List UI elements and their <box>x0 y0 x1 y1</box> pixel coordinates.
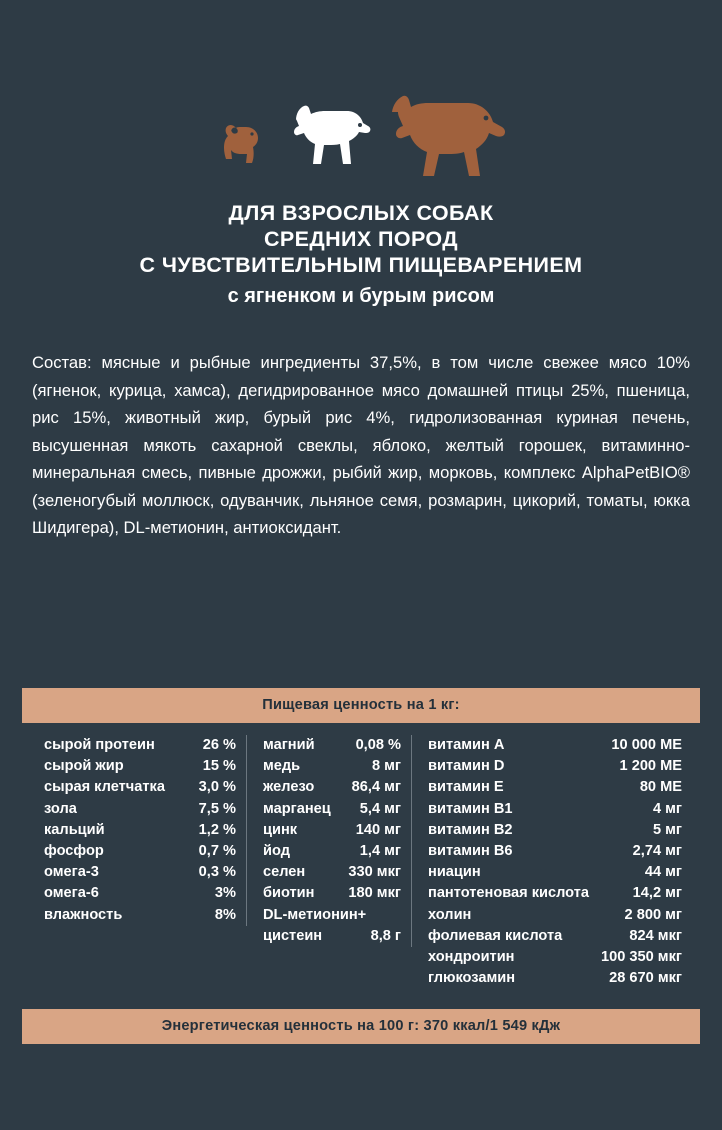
nutrient-value: 5 мг <box>652 821 682 838</box>
composition-text: Состав: мясные и рыбные ингредиенты 37,5%, в том числе свежее мясо 10% (ягненок, курица, хамса), дегидрированное мясо домашней птицы 25%, пшеница, рис 15%, животный жир, бурый рис 4%, гидролизованная куриная печень, высушенная мякоть сахарной свеклы, яблоко, желтый горошек, витаминно-минеральная смесь, пивные дрожжи, рыбий жир, морковь, комплекс AlphaPetBIO® (зеленогубый моллюск, одуванчик, льняное семя, розмарин, цикорий, томаты, юкка Шидигера), DL-метионин, антиоксидант. <box>32 353 690 537</box>
nutrient-value: 180 мкг <box>348 885 401 902</box>
nutrient-value: 824 мкг <box>629 927 682 944</box>
nutrient-value: 330 мкг <box>348 864 401 881</box>
nutrient-value: 28 670 мкг <box>609 970 682 987</box>
nutrient-value: 26 % <box>202 737 236 753</box>
table-row <box>263 862 401 883</box>
nutrient-name: витамин Е <box>428 779 504 796</box>
nutrient-value: 0,08 % <box>355 737 401 753</box>
nutrient-name: сырой жир <box>44 758 124 775</box>
nutrient-value: 1 200 МЕ <box>619 758 682 775</box>
nutrition-title: Пищевая ценность на 1 кг: <box>22 688 700 723</box>
nutrition-block <box>22 688 700 1044</box>
nutrient-name: витамин В2 <box>428 821 513 838</box>
nutrient-value: 80 МЕ <box>639 779 682 796</box>
table-row <box>263 735 401 756</box>
nutrient-name: железо <box>263 779 315 796</box>
nutrient-value: 3,0 % <box>198 779 236 796</box>
nutrient-value <box>393 905 401 926</box>
table-row <box>44 883 236 904</box>
nutrient-value: 2 800 мг <box>624 906 682 923</box>
nutrition-column-2 <box>247 735 412 947</box>
nutrient-value: 0,7 % <box>198 843 236 860</box>
table-row <box>428 820 682 841</box>
nutrient-name: пантотеновая кислота <box>428 885 589 902</box>
nutrient-value: 1,2 % <box>198 821 236 838</box>
headline-line-2: СРЕДНИХ ПОРОД <box>263 227 458 251</box>
nutrient-value: 86,4 мг <box>351 779 401 796</box>
headline-line-4: с ягненком и бурым рисом <box>227 285 495 307</box>
table-row <box>44 905 236 926</box>
table-row <box>263 799 401 820</box>
nutrient-name: сырой протеин <box>44 737 155 753</box>
table-row <box>44 820 236 841</box>
nutrient-value: 4 мг <box>652 800 682 817</box>
table-row <box>263 905 401 926</box>
dog-silhouettes <box>0 56 722 176</box>
nutrient-name: DL-метионин+ <box>263 906 367 923</box>
nutrient-name: фолиевая кислота <box>428 927 563 944</box>
nutrient-value: 8% <box>214 906 236 923</box>
table-row <box>263 756 401 777</box>
table-row <box>428 735 682 756</box>
nutrient-value: 1,4 мг <box>359 843 401 860</box>
nutrient-name: хондроитин <box>428 949 515 966</box>
table-row <box>44 862 236 883</box>
table-row <box>44 735 236 756</box>
headline-line-3: С ЧУВСТВИТЕЛЬНЫМ ПИЩЕВАРЕНИЕМ <box>139 253 583 277</box>
nutrient-value: 140 мг <box>355 821 401 838</box>
nutrient-name: цинк <box>263 821 298 838</box>
table-row <box>263 926 401 947</box>
large-dog-icon <box>386 76 506 176</box>
nutrient-name: магний <box>263 737 315 753</box>
nutrient-name: омега-6 <box>44 885 99 902</box>
nutrient-name: витамин D <box>428 758 505 775</box>
nutrient-name: цистеин <box>263 927 323 944</box>
nutrient-name: влажность <box>44 906 123 923</box>
nutrient-name: марганец <box>263 800 331 817</box>
product-headline <box>0 200 722 309</box>
table-row <box>44 841 236 862</box>
nutrient-value: 10 000 МЕ <box>611 737 682 753</box>
nutrient-name: сырая клетчатка <box>44 779 165 796</box>
table-row <box>44 777 236 798</box>
nutrient-name: витамин А <box>428 737 505 753</box>
nutrient-name: медь <box>263 758 301 775</box>
nutrient-value: 7,5 % <box>198 800 236 817</box>
nutrient-name: витамин В1 <box>428 800 513 817</box>
table-row <box>263 883 401 904</box>
nutrient-value: 14,2 мг <box>632 885 682 902</box>
nutrition-column-1 <box>22 735 247 926</box>
nutrient-name: омега-3 <box>44 864 99 881</box>
nutrient-name: зола <box>44 800 77 817</box>
nutrient-value: 0,3 % <box>198 864 236 881</box>
small-dog-icon <box>216 114 278 176</box>
nutrient-value: 5,4 мг <box>359 800 401 817</box>
nutrition-column-3 <box>412 735 700 989</box>
nutrient-value: 3% <box>214 885 236 902</box>
table-row <box>263 841 401 862</box>
table-row <box>428 841 682 862</box>
medium-dog-icon <box>286 94 378 176</box>
table-row <box>428 883 682 904</box>
nutrient-name: биотин <box>263 885 315 902</box>
headline-line-1: ДЛЯ ВЗРОСЛЫХ СОБАК <box>228 201 494 225</box>
table-row <box>428 777 682 798</box>
energy-value-band: Энергетическая ценность на 100 г: 370 ккал/1 549 кДж <box>22 1009 700 1044</box>
nutrient-value: 2,74 мг <box>632 843 682 860</box>
package-label <box>0 56 722 1130</box>
nutrient-name: селен <box>263 864 306 881</box>
table-row <box>428 926 682 947</box>
nutrient-name: йод <box>263 843 290 860</box>
nutrient-name: фосфор <box>44 843 104 860</box>
nutrient-value: 44 мг <box>644 864 682 881</box>
nutrient-name: ниацин <box>428 864 481 881</box>
table-row <box>428 968 682 989</box>
nutrient-name: глюкозамин <box>428 970 516 987</box>
table-row <box>44 756 236 777</box>
table-row <box>428 905 682 926</box>
table-row <box>263 820 401 841</box>
table-row <box>428 756 682 777</box>
table-row <box>428 947 682 968</box>
nutrient-value: 15 % <box>202 758 236 775</box>
nutrient-name: кальций <box>44 821 105 838</box>
nutrient-value: 8 мг <box>371 758 401 775</box>
table-row <box>428 862 682 883</box>
nutrition-columns <box>22 723 700 999</box>
nutrient-name: холин <box>428 906 472 923</box>
table-row <box>263 777 401 798</box>
nutrient-name: витамин В6 <box>428 843 513 860</box>
table-row <box>44 799 236 820</box>
nutrient-value: 100 350 мкг <box>601 949 682 966</box>
table-row <box>428 799 682 820</box>
nutrient-value: 8,8 г <box>370 927 401 944</box>
